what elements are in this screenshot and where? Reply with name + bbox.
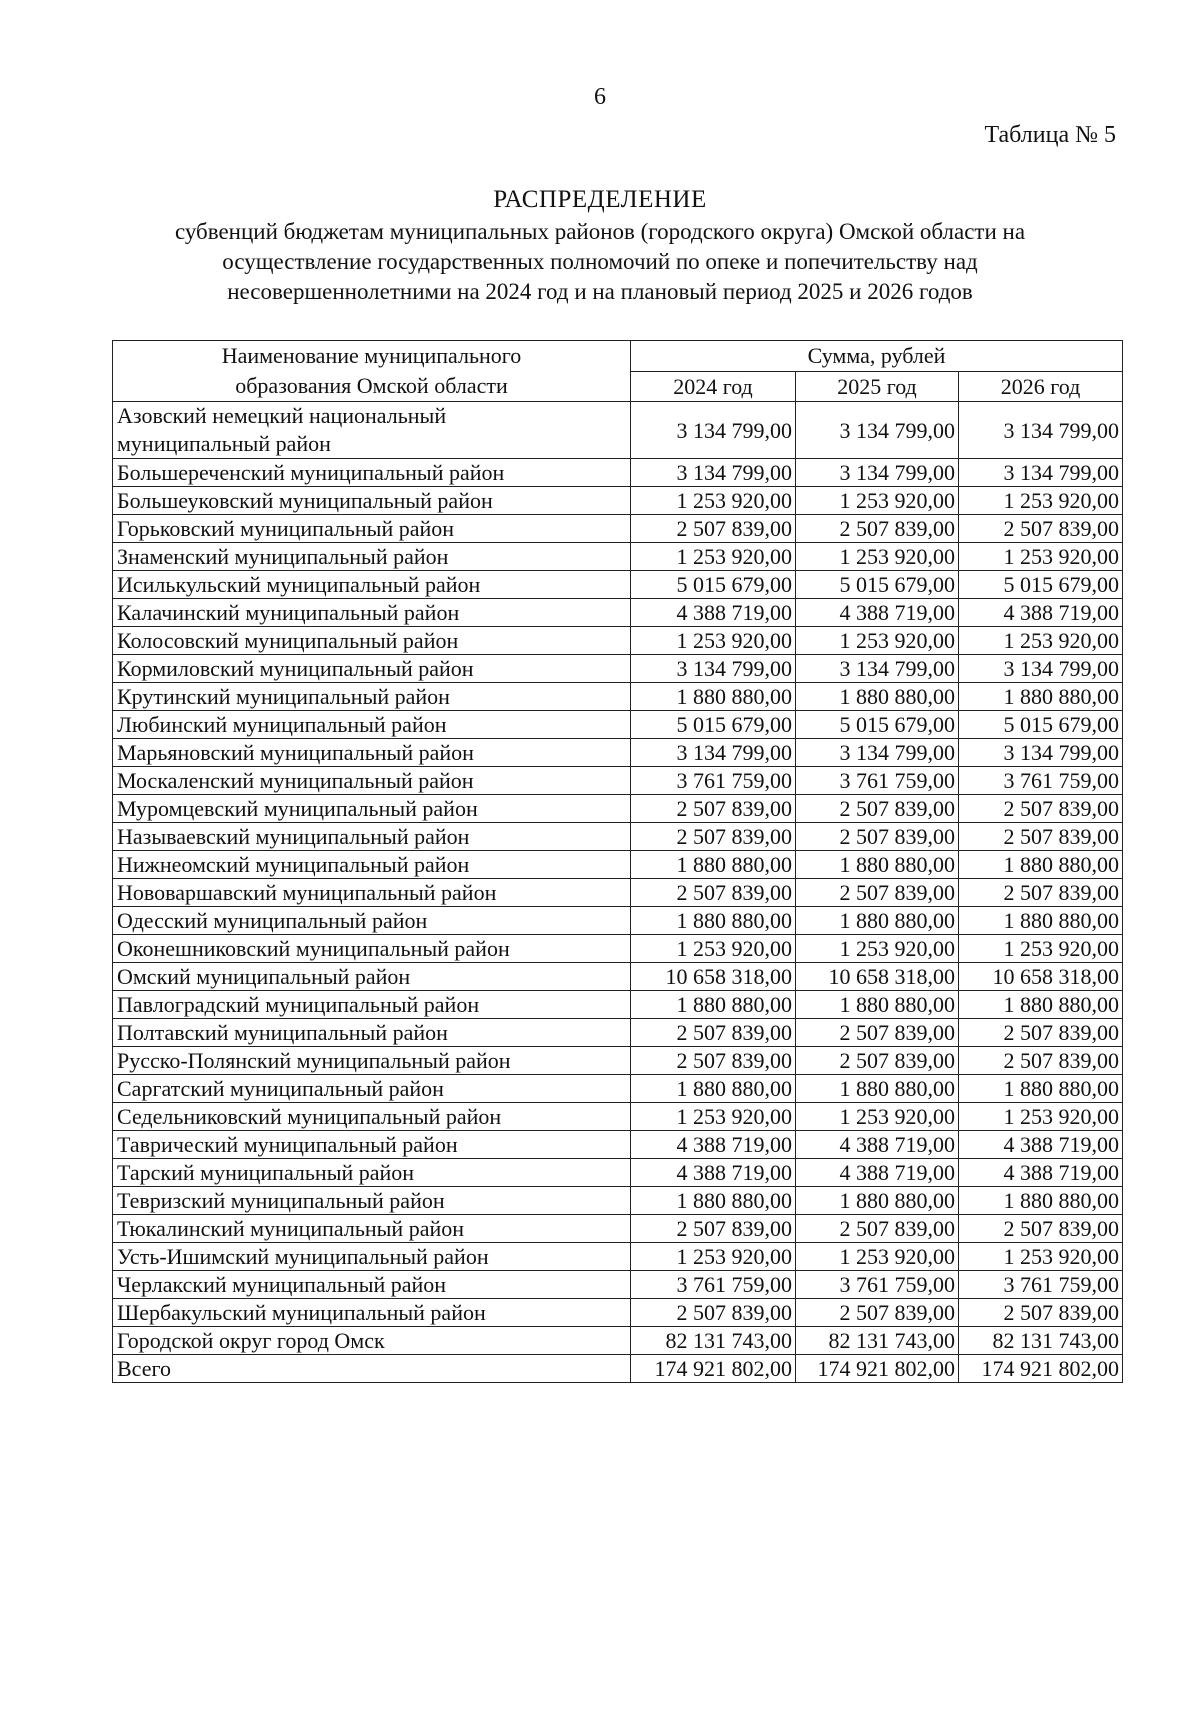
district-name-cell: Оконешниковский муниципальный район: [113, 935, 631, 963]
amount-cell-2024: 1 880 880,00: [631, 991, 796, 1019]
amount-cell-2025: 3 134 799,00: [796, 459, 959, 487]
amount-cell-2025: 3 134 799,00: [796, 739, 959, 767]
amount-cell-2026: 1 253 920,00: [959, 935, 1123, 963]
amount-cell-2025: 1 880 880,00: [796, 683, 959, 711]
table-row: [113, 1159, 1123, 1187]
amount-cell-2024: 1 880 880,00: [631, 851, 796, 879]
amount-cell-2026: 3 761 759,00: [959, 1271, 1123, 1299]
district-name-cell: Калачинский муниципальный район: [113, 599, 631, 627]
amount-cell-2026: 1 880 880,00: [959, 683, 1123, 711]
table-row: [113, 459, 1123, 487]
table-row: [113, 711, 1123, 739]
amount-cell-2026: 2 507 839,00: [959, 1215, 1123, 1243]
district-name-cell: Павлоградский муниципальный район: [113, 991, 631, 1019]
table-row: [113, 655, 1123, 683]
sum-column-header: Сумма, рублей: [631, 341, 1123, 372]
amount-cell-2024: 1 880 880,00: [631, 1187, 796, 1215]
district-name-cell: Колосовский муниципальный район: [113, 627, 631, 655]
district-name-cell: Нижнеомский муниципальный район: [113, 851, 631, 879]
amount-cell-2024: 174 921 802,00: [631, 1355, 796, 1383]
amount-cell-2025: 3 134 799,00: [796, 402, 959, 459]
table-label: Таблица № 5: [984, 122, 1116, 148]
table-row: [113, 879, 1123, 907]
amount-cell-2026: 3 761 759,00: [959, 767, 1123, 795]
district-name-cell: Кормиловский муниципальный район: [113, 655, 631, 683]
district-name-cell: Любинский муниципальный район: [113, 711, 631, 739]
amount-cell-2025: 1 880 880,00: [796, 851, 959, 879]
amount-cell-2025: 1 253 920,00: [796, 935, 959, 963]
subtitle-line: субвенций бюджетам муниципальных районов (городского округа) Омской области на: [174, 219, 1026, 244]
amount-cell-2025: 1 253 920,00: [796, 1103, 959, 1131]
year-header-2025: 2025 год: [796, 371, 959, 402]
amount-cell-2024: 3 761 759,00: [631, 1271, 796, 1299]
district-name-cell: Усть-Ишимский муниципальный район: [113, 1243, 631, 1271]
amount-cell-2024: 1 253 920,00: [631, 487, 796, 515]
amount-cell-2024: 5 015 679,00: [631, 571, 796, 599]
district-name-cell: Одесский муниципальный район: [113, 907, 631, 935]
district-name-cell: Полтавский муниципальный район: [113, 1019, 631, 1047]
amount-cell-2026: 174 921 802,00: [959, 1355, 1123, 1383]
district-name-cell: Москаленский муниципальный район: [113, 767, 631, 795]
table-row: [113, 767, 1123, 795]
amount-cell-2024: 3 134 799,00: [631, 655, 796, 683]
amount-cell-2025: 1 880 880,00: [796, 907, 959, 935]
table-row: [113, 1187, 1123, 1215]
amount-cell-2024: 3 134 799,00: [631, 402, 796, 459]
amount-cell-2026: 1 880 880,00: [959, 907, 1123, 935]
table-row: [113, 1019, 1123, 1047]
amount-cell-2026: 3 134 799,00: [959, 655, 1123, 683]
district-name-cell: Тевризский муниципальный район: [113, 1187, 631, 1215]
table-row: [113, 935, 1123, 963]
district-name-line: Азовский немецкий национальный: [117, 403, 447, 428]
amount-cell-2025: 3 761 759,00: [796, 1271, 959, 1299]
district-name-cell: Горьковский муниципальный район: [113, 515, 631, 543]
table-row: [113, 487, 1123, 515]
amount-cell-2025: 2 507 839,00: [796, 1215, 959, 1243]
amount-cell-2025: 2 507 839,00: [796, 879, 959, 907]
amount-cell-2026: 1 253 920,00: [959, 627, 1123, 655]
amount-cell-2024: 1 880 880,00: [631, 1075, 796, 1103]
amount-cell-2026: 5 015 679,00: [959, 571, 1123, 599]
district-name-cell: Всего: [113, 1355, 631, 1383]
table-row: [113, 795, 1123, 823]
district-name-cell: Русско-Полянский муниципальный район: [113, 1047, 631, 1075]
amount-cell-2024: 4 388 719,00: [631, 1131, 796, 1159]
district-name-cell: Омский муниципальный район: [113, 963, 631, 991]
table-row: [113, 599, 1123, 627]
table-row: [113, 823, 1123, 851]
district-name-cell: Черлакский муниципальный район: [113, 1271, 631, 1299]
amount-cell-2026: 10 658 318,00: [959, 963, 1123, 991]
amount-cell-2024: 1 880 880,00: [631, 683, 796, 711]
amount-cell-2024: 2 507 839,00: [631, 823, 796, 851]
amount-cell-2024: 2 507 839,00: [631, 795, 796, 823]
amount-cell-2025: 1 253 920,00: [796, 627, 959, 655]
amount-cell-2026: 2 507 839,00: [959, 1047, 1123, 1075]
table-row: [113, 907, 1123, 935]
amount-cell-2026: 82 131 743,00: [959, 1327, 1123, 1355]
district-name-cell: Тюкалинский муниципальный район: [113, 1215, 631, 1243]
amount-cell-2025: 5 015 679,00: [796, 571, 959, 599]
district-name-cell: [113, 402, 631, 459]
amount-cell-2024: 3 134 799,00: [631, 739, 796, 767]
district-name-cell: Муромцевский муниципальный район: [113, 795, 631, 823]
district-name-cell: Тарский муниципальный район: [113, 1159, 631, 1187]
amount-cell-2024: 1 880 880,00: [631, 907, 796, 935]
amount-cell-2024: 1 253 920,00: [631, 543, 796, 571]
amount-cell-2024: 2 507 839,00: [631, 1299, 796, 1327]
document-subtitle: [100, 217, 1100, 307]
amount-cell-2024: 10 658 318,00: [631, 963, 796, 991]
amount-cell-2025: 2 507 839,00: [796, 1047, 959, 1075]
amount-cell-2026: 2 507 839,00: [959, 1019, 1123, 1047]
name-header-line: Наименование муниципального: [221, 343, 522, 368]
amount-cell-2025: 82 131 743,00: [796, 1327, 959, 1355]
table-row: [113, 1047, 1123, 1075]
amount-cell-2026: 3 134 799,00: [959, 459, 1123, 487]
amount-cell-2026: 1 253 920,00: [959, 1103, 1123, 1131]
amount-cell-2024: 1 253 920,00: [631, 1243, 796, 1271]
table-row: [113, 402, 1123, 459]
amount-cell-2026: 1 253 920,00: [959, 543, 1123, 571]
subtitle-line: несовершеннолетними на 2024 год и на плановый период 2025 и 2026 годов: [227, 279, 973, 304]
amount-cell-2025: 1 880 880,00: [796, 991, 959, 1019]
amount-cell-2026: 5 015 679,00: [959, 711, 1123, 739]
amount-cell-2024: 2 507 839,00: [631, 1215, 796, 1243]
amount-cell-2024: 82 131 743,00: [631, 1327, 796, 1355]
amount-cell-2026: 2 507 839,00: [959, 1299, 1123, 1327]
amount-cell-2025: 1 880 880,00: [796, 1075, 959, 1103]
subtitle-line: осуществление государственных полномочий по опеке и попечительству над: [222, 249, 978, 274]
table-row: [113, 1355, 1123, 1383]
district-name-cell: Крутинский муниципальный район: [113, 683, 631, 711]
amount-cell-2026: 1 880 880,00: [959, 991, 1123, 1019]
amount-cell-2025: 2 507 839,00: [796, 515, 959, 543]
district-name-cell: Марьяновский муниципальный район: [113, 739, 631, 767]
table-row: [113, 1215, 1123, 1243]
amount-cell-2025: 2 507 839,00: [796, 1019, 959, 1047]
amount-cell-2025: 10 658 318,00: [796, 963, 959, 991]
amount-cell-2024: 2 507 839,00: [631, 1019, 796, 1047]
amount-cell-2024: 1 253 920,00: [631, 627, 796, 655]
table-row: [113, 1243, 1123, 1271]
amount-cell-2024: 2 507 839,00: [631, 1047, 796, 1075]
amount-cell-2025: 1 253 920,00: [796, 1243, 959, 1271]
amount-cell-2025: 2 507 839,00: [796, 1299, 959, 1327]
table-row: [113, 1075, 1123, 1103]
table-row: [113, 963, 1123, 991]
amount-cell-2026: 2 507 839,00: [959, 879, 1123, 907]
page-number: 6: [594, 84, 606, 110]
table-row: [113, 1327, 1123, 1355]
amount-cell-2026: 3 134 799,00: [959, 402, 1123, 459]
district-name-cell: Саргатский муниципальный район: [113, 1075, 631, 1103]
amount-cell-2025: 5 015 679,00: [796, 711, 959, 739]
amount-cell-2025: 1 253 920,00: [796, 487, 959, 515]
amount-cell-2026: 3 134 799,00: [959, 739, 1123, 767]
table-header-row: [113, 341, 1123, 372]
name-header-line: образования Омской области: [235, 373, 508, 398]
table-row: [113, 851, 1123, 879]
district-name-line: муниципальный район: [117, 431, 331, 456]
table-row: [113, 571, 1123, 599]
amount-cell-2025: 1 880 880,00: [796, 1187, 959, 1215]
amount-cell-2026: 2 507 839,00: [959, 795, 1123, 823]
district-name-cell: Исилькульский муниципальный район: [113, 571, 631, 599]
table-row: [113, 515, 1123, 543]
amount-cell-2026: 1 880 880,00: [959, 851, 1123, 879]
table-body: [113, 402, 1123, 1383]
amount-cell-2024: 2 507 839,00: [631, 515, 796, 543]
amount-cell-2026: 4 388 719,00: [959, 599, 1123, 627]
amount-cell-2026: 1 880 880,00: [959, 1187, 1123, 1215]
table-row: [113, 1271, 1123, 1299]
amount-cell-2026: 2 507 839,00: [959, 823, 1123, 851]
amount-cell-2024: 1 253 920,00: [631, 935, 796, 963]
amount-cell-2025: 4 388 719,00: [796, 1131, 959, 1159]
district-name-cell: Большеуковский муниципальный район: [113, 487, 631, 515]
district-name-cell: Называевский муниципальный район: [113, 823, 631, 851]
amount-cell-2025: 2 507 839,00: [796, 823, 959, 851]
district-name-cell: Шербакульский муниципальный район: [113, 1299, 631, 1327]
amount-cell-2024: 5 015 679,00: [631, 711, 796, 739]
amount-cell-2024: 1 253 920,00: [631, 1103, 796, 1131]
table-row: [113, 1131, 1123, 1159]
year-header-2026: 2026 год: [959, 371, 1123, 402]
table-row: [113, 1103, 1123, 1131]
table-row: [113, 739, 1123, 767]
district-name-cell: Городской округ город Омск: [113, 1327, 631, 1355]
district-name-cell: Большереченский муниципальный район: [113, 459, 631, 487]
table-row: [113, 683, 1123, 711]
document-title: РАСПРЕДЕЛЕНИЕ: [493, 186, 707, 213]
amount-cell-2026: 4 388 719,00: [959, 1159, 1123, 1187]
amount-cell-2026: 4 388 719,00: [959, 1131, 1123, 1159]
amount-cell-2025: 4 388 719,00: [796, 1159, 959, 1187]
amount-cell-2026: 2 507 839,00: [959, 515, 1123, 543]
table-row: [113, 991, 1123, 1019]
name-column-header: [113, 341, 631, 402]
table-row: [113, 627, 1123, 655]
table-row: [113, 1299, 1123, 1327]
amount-cell-2024: 4 388 719,00: [631, 1159, 796, 1187]
amount-cell-2025: 2 507 839,00: [796, 795, 959, 823]
distribution-table: [112, 340, 1123, 1383]
amount-cell-2026: 1 253 920,00: [959, 487, 1123, 515]
year-header-2024: 2024 год: [631, 371, 796, 402]
district-name-cell: Таврический муниципальный район: [113, 1131, 631, 1159]
amount-cell-2024: 4 388 719,00: [631, 599, 796, 627]
amount-cell-2026: 1 253 920,00: [959, 1243, 1123, 1271]
amount-cell-2025: 174 921 802,00: [796, 1355, 959, 1383]
amount-cell-2024: 2 507 839,00: [631, 879, 796, 907]
amount-cell-2025: 3 134 799,00: [796, 655, 959, 683]
table-row: [113, 543, 1123, 571]
amount-cell-2025: 4 388 719,00: [796, 599, 959, 627]
amount-cell-2024: 3 134 799,00: [631, 459, 796, 487]
district-name-cell: Знаменский муниципальный район: [113, 543, 631, 571]
amount-cell-2025: 1 253 920,00: [796, 543, 959, 571]
amount-cell-2026: 1 880 880,00: [959, 1075, 1123, 1103]
amount-cell-2025: 3 761 759,00: [796, 767, 959, 795]
district-name-cell: Седельниковский муниципальный район: [113, 1103, 631, 1131]
district-name-cell: Нововаршавский муниципальный район: [113, 879, 631, 907]
amount-cell-2024: 3 761 759,00: [631, 767, 796, 795]
